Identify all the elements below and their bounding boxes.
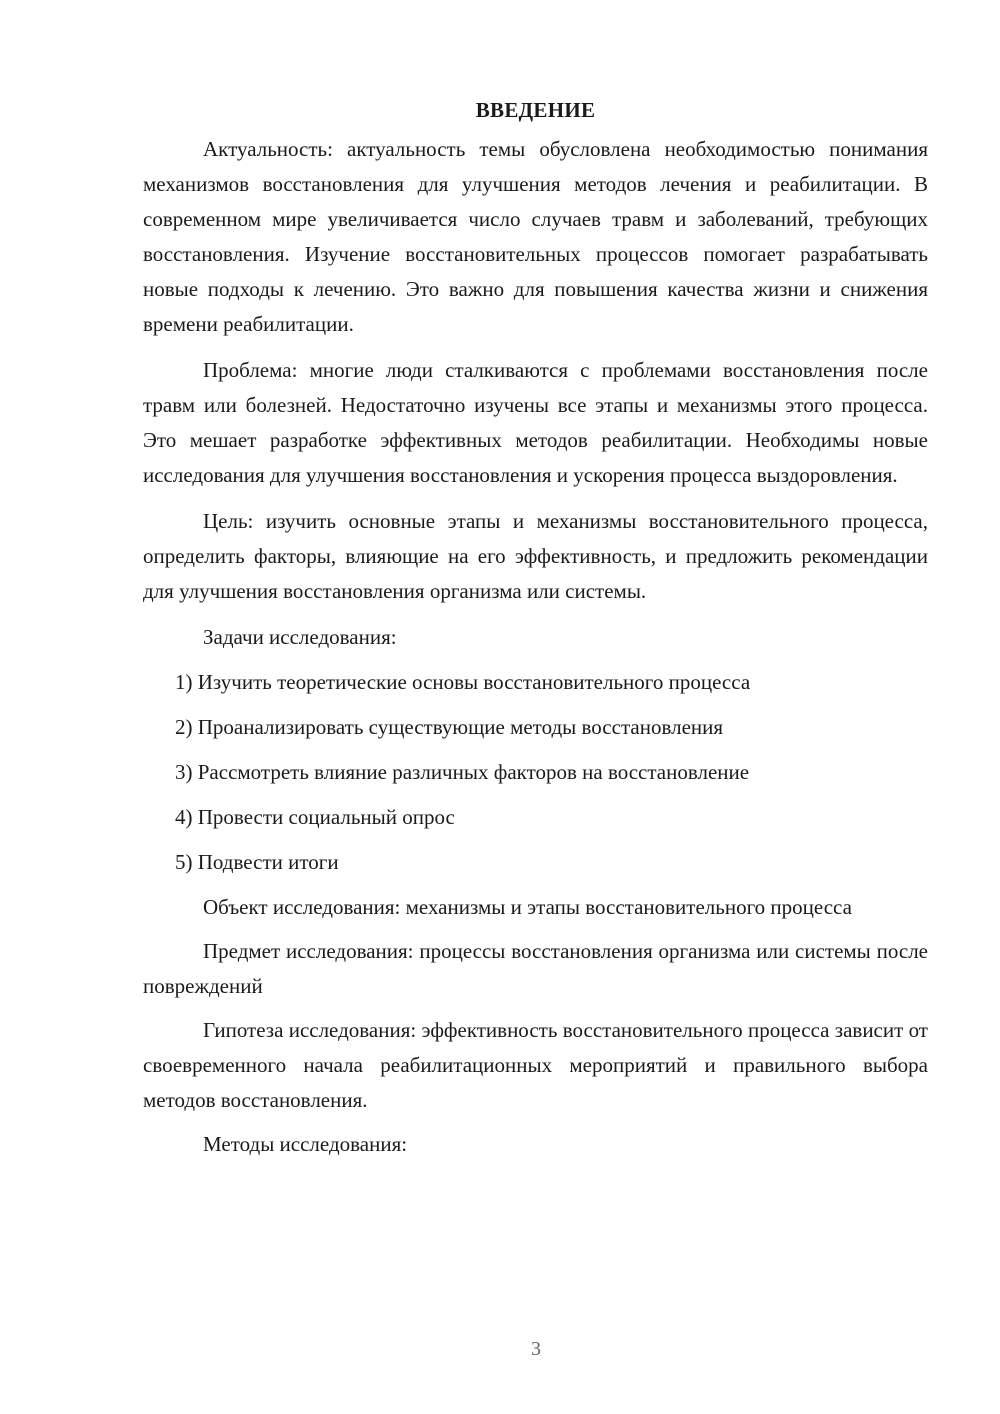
list-item: 5) Подвести итоги (175, 850, 339, 874)
subject-paragraph: Предмет исследования: процессы восстановления организма или системы после повреждений (143, 939, 928, 998)
tasks-label: Задачи исследования: (203, 625, 397, 649)
list-item: 1) Изучить теоретические основы восстановительного процесса (175, 670, 751, 694)
tasks-list (143, 665, 928, 880)
methods-label: Методы исследования: (203, 1132, 408, 1156)
hypothesis-paragraph: Гипотеза исследования: эффективность восстановительного процесса зависит от своевременного начала реабилитационных мероприятий и правильного выбора методов восстановления. (143, 1018, 928, 1112)
problem-paragraph: Проблема: многие люди сталкиваются с проблемами восстановления после травм или болезней. Недостаточно изучены все этапы и механизмы этого процесса. Это мешает разработке эффективных методов реабилитации. Необходимы новые исследования для улучшения восстановления и ускорения процесса выздоровления. (143, 358, 928, 487)
list-item: 4) Провести социальный опрос (175, 805, 455, 829)
object-paragraph: Объект исследования: механизмы и этапы восстановительного процесса (203, 895, 852, 919)
list-item: 2) Проанализировать существующие методы восстановления (175, 715, 724, 739)
page-content (143, 93, 928, 1173)
goal-paragraph: Цель: изучить основные этапы и механизмы восстановительного процесса, определить факторы, влияющие на его эффективность, и предложить рекомендации для улучшения восстановления организма или системы. (143, 509, 928, 603)
section-heading: ВВЕДЕНИЕ (475, 98, 596, 122)
relevance-paragraph: Актуальность: актуальность темы обусловлена необходимостью понимания механизмов восстановления для улучшения методов лечения и реабилитации. В современном мире увеличивается число случаев травм и заболеваний, требующих восстановления. Изучение восстановительных процессов помогает разрабатывать новые подходы к лечению. Это важно для повышения качества жизни и снижения времени реабилитации. (143, 137, 928, 336)
list-item: 3) Рассмотреть влияние различных факторов на восстановление (175, 760, 750, 784)
page-number: 3 (531, 1338, 541, 1360)
